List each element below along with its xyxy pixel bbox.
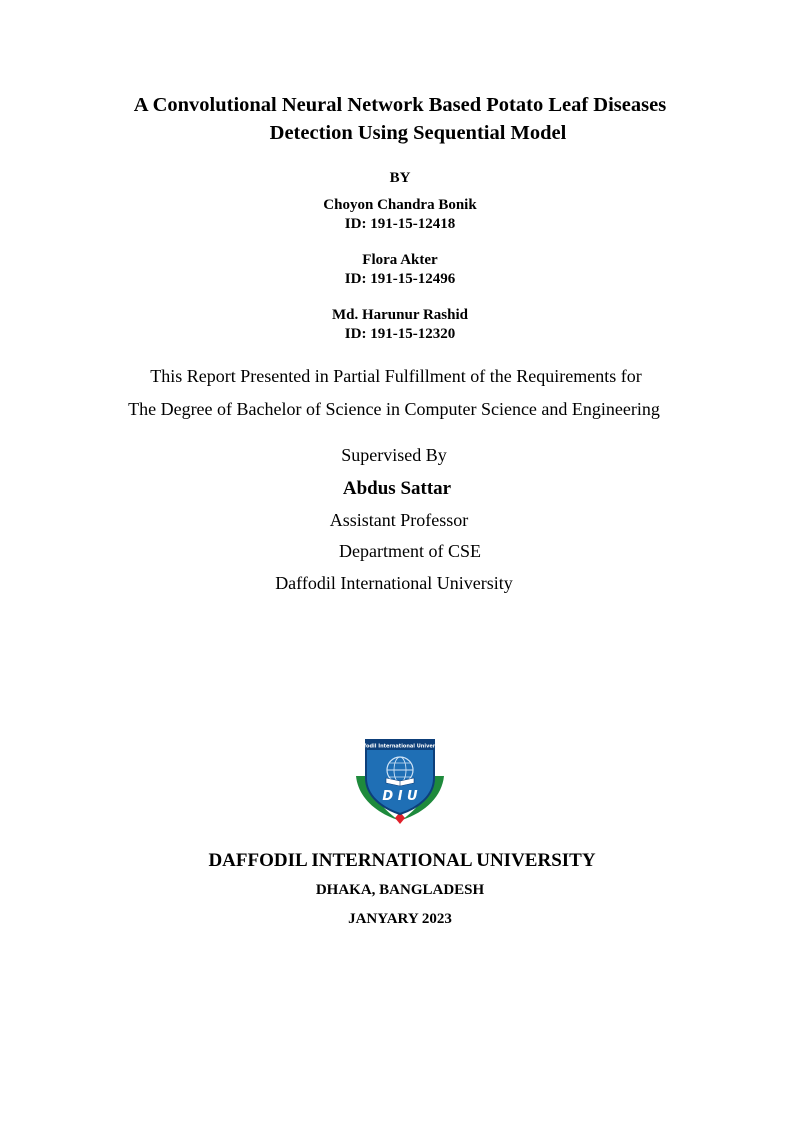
logo-letters: D I U bbox=[382, 789, 418, 804]
footer-location: DHAKA, BANGLADESH bbox=[315, 882, 485, 898]
author-id: ID: 191-15-12418 bbox=[344, 216, 456, 232]
author-id: ID: 191-15-12496 bbox=[344, 271, 456, 287]
title-line-1: A Convolutional Neural Network Based Potato Leaf Diseases bbox=[133, 94, 667, 116]
footer-university: DAFFODIL INTERNATIONAL UNIVERSITY bbox=[208, 850, 596, 871]
footer-date: JANYARY 2023 bbox=[348, 911, 452, 927]
supervisor-name: Abdus Sattar bbox=[342, 478, 452, 499]
supervisor-designation: Assistant Professor bbox=[329, 510, 469, 530]
author-name: Flora Akter bbox=[362, 252, 438, 268]
by-label: BY bbox=[389, 170, 411, 186]
statement-line-2: The Degree of Bachelor of Science in Computer Science and Engineering bbox=[128, 399, 660, 419]
title-line-2: Detection Using Sequential Model bbox=[269, 122, 567, 144]
supervised-by-label: Supervised By bbox=[341, 445, 447, 465]
supervisor-institution: Daffodil International University bbox=[275, 573, 513, 593]
author-name: Choyon Chandra Bonik bbox=[323, 197, 477, 213]
author-id: ID: 191-15-12320 bbox=[344, 326, 456, 342]
supervisor-department: Department of CSE bbox=[339, 541, 481, 561]
university-logo bbox=[352, 734, 448, 826]
author-name: Md. Harunur Rashid bbox=[331, 307, 468, 323]
statement-line-1: This Report Presented in Partial Fulfillment of the Requirements for bbox=[150, 366, 642, 386]
logo-banner-text: Daffodil International University bbox=[354, 743, 446, 750]
